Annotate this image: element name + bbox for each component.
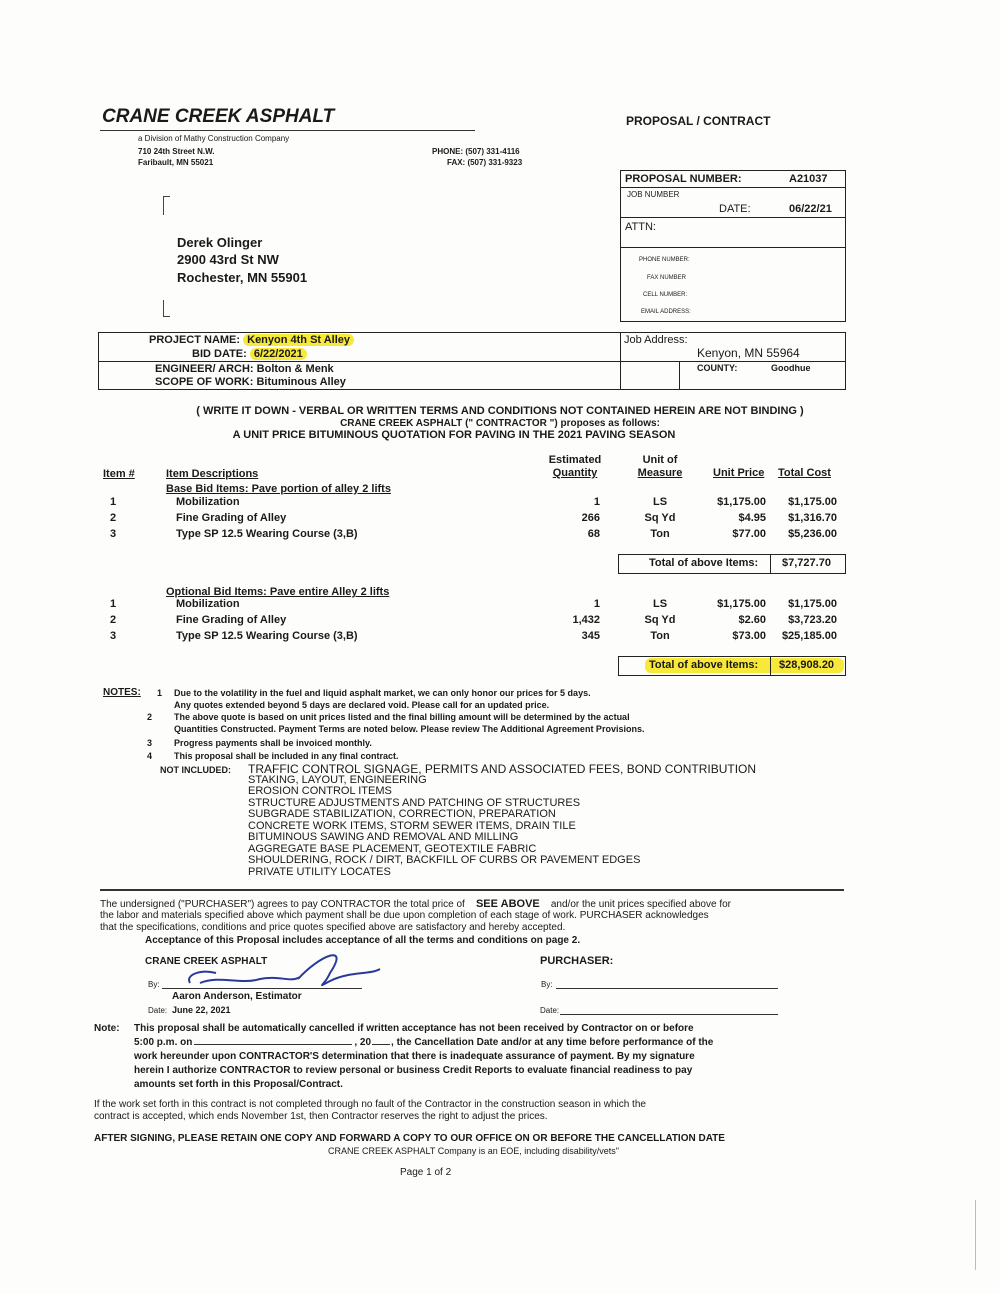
not-included-item: TRAFFIC CONTROL SIGNAGE, PERMITS AND ASSOCIATED FEES, BOND CONTRIBUTION (248, 762, 757, 776)
note-1a: Due to the volatility in the fuel and liquid asphalt market, we can only honor our prices for 5 days. (174, 688, 591, 698)
address-corner-top (163, 196, 170, 215)
bid-date: 6/22/2021 (250, 348, 307, 360)
project-name-label: PROJECT NAME: Kenyon 4th St Alley (149, 334, 354, 346)
fax-label: FAX NUMBER (647, 275, 687, 281)
project-name: Kenyon 4th St Alley (243, 334, 354, 346)
optional-total-label: Total of above Items: (649, 659, 759, 671)
cancel-note-l5: amounts set forth in this Proposal/Contract. (134, 1079, 343, 1090)
contractor-sign-label: CRANE CREEK ASPHALT (145, 956, 268, 967)
season-note-l2: contract is accepted, which ends November 1st, then Contractor reserves the right to adjust the prices. (94, 1111, 548, 1122)
cell-total: $1,316.70 (788, 512, 837, 524)
cell-uom: Sq Yd (644, 614, 676, 626)
agreement-line-2: the labor and materials specified above which payment shall be due upon completion of each stage of work. PURCHASER acknowledges (100, 910, 709, 921)
not-included-label: NOT INCLUDED: (160, 765, 231, 775)
county-label: COUNTY: (697, 363, 738, 373)
note-2a: The above quote is based on unit prices listed and the final billing amount will be determined by the actual (174, 712, 630, 722)
project-box (98, 332, 846, 390)
base-total-box (618, 554, 846, 574)
col-item: Item # (103, 468, 135, 480)
cancel-note-l4: herein I authorize CONTRACTOR to review personal or business Credit Reports to evaluate financial readiness to pay (134, 1065, 693, 1076)
cell-item: 2 (109, 614, 117, 626)
cancel-note-label: Note: (94, 1023, 120, 1034)
proposal-box (620, 170, 846, 322)
cell-item: 1 (109, 598, 117, 610)
job-address: Kenyon, MN 55964 (697, 346, 800, 360)
cell-desc: Type SP 12.5 Wearing Course (3,B) (176, 630, 358, 642)
engineer-line: ENGINEER/ ARCH: Bolton & Menk (155, 363, 334, 375)
col-total-cost: Total Cost (778, 467, 831, 479)
cell-total: $5,236.00 (788, 528, 837, 540)
note-3: Progress payments shall be invoiced monthly. (174, 738, 372, 748)
contractor-signer: Aaron Anderson, Estimator (172, 991, 302, 1002)
cell-qty: 266 (581, 512, 600, 524)
optional-total-box (618, 656, 846, 676)
phone-label: PHONE NUMBER: (639, 257, 690, 263)
not-included-item: BITUMINOUS SAWING AND REMOVAL AND MILLING (248, 831, 519, 843)
col-unit-price: Unit Price (713, 467, 765, 479)
job-address-label: Job Address: (624, 334, 688, 346)
note-4-num: 4 (147, 751, 153, 761)
col-uom-top: Unit of (642, 454, 678, 466)
bid-date-label: BID DATE: 6/22/2021 (192, 348, 307, 360)
cell-qty: 1 (593, 496, 600, 508)
cell-label: CELL NUMBER: (643, 292, 688, 298)
purchaser-date-line[interactable] (560, 1014, 778, 1015)
company-name: CRANE CREEK ASPHALT (102, 106, 335, 127)
cancel-note-l3: work hereunder upon CONTRACTOR'S determination that there is inadequate assurance of payment. By my signature (134, 1051, 695, 1062)
col-qty-top: Estimated (548, 454, 602, 466)
agreement-line-1: The undersigned ("PURCHASER") agrees to pay CONTRACTOR the total price of SEE ABOVE and/or the unit prices specified above for (100, 898, 731, 910)
notes-rule (100, 889, 844, 891)
cell-item: 3 (109, 528, 117, 540)
client-city: Rochester, MN 55901 (177, 270, 308, 285)
scan-edge (975, 1200, 976, 1270)
client-street: 2900 43rd St NW (177, 252, 279, 267)
season-note-l1: If the work set forth in this contract is not completed through no fault of the Contractor in the construction season in which the (94, 1099, 646, 1110)
cell-total: $1,175.00 (788, 598, 837, 610)
note-3-num: 3 (147, 738, 153, 748)
cell-qty: 1,432 (572, 614, 600, 626)
intro-line-1: ( WRITE IT DOWN - VERBAL OR WRITTEN TERMS AND CONDITIONS NOT CONTAINED HEREIN ARE NOT BINDING ) (196, 405, 804, 417)
cell-desc: Mobilization (176, 598, 240, 610)
base-total: $7,727.70 (782, 557, 831, 569)
not-included-item: STAKING, LAYOUT, ENGINEERING (248, 773, 427, 786)
contractor-date: June 22, 2021 (172, 1005, 231, 1015)
company-city: Faribault, MN 55021 (138, 158, 214, 167)
cell-desc: Fine Grading of Alley (176, 614, 287, 626)
company-division: a Division of Mathy Construction Company (138, 134, 290, 143)
cell-total: $3,723.20 (788, 614, 837, 626)
purchaser-label: PURCHASER: (540, 955, 614, 967)
company-fax: FAX: (507) 331-9323 (447, 158, 523, 167)
attn-label: ATTN: (625, 221, 656, 233)
optional-total: $28,908.20 (779, 659, 835, 671)
not-included-item: EROSION CONTROL ITEMS (248, 785, 392, 797)
cell-item: 1 (109, 496, 117, 508)
cell-unit: $2.60 (738, 614, 766, 626)
purchaser-by-label: By: (541, 980, 553, 989)
cell-qty: 68 (587, 528, 600, 540)
not-included-item: PRIVATE UTILITY LOCATES (248, 865, 391, 878)
agreement-line-4: Acceptance of this Proposal includes acceptance of all the terms and conditions on page 2. (145, 935, 581, 946)
agreement-line-3: that the specifications, conditions and price quotes specified above are satisfactory and hereby accepted. (100, 922, 566, 933)
cell-unit: $4.95 (738, 512, 766, 524)
scope-line: SCOPE OF WORK: Bituminous Alley (155, 376, 346, 388)
not-included-item: SUBGRADE STABILIZATION, CORRECTION, PREPARATION (248, 808, 556, 820)
contractor-date-label: Date: (148, 1006, 168, 1015)
cell-uom: Sq Yd (644, 512, 676, 524)
purchaser-sign-line[interactable] (556, 988, 778, 989)
intro-line-2: CRANE CREEK ASPHALT (" CONTRACTOR ") proposes as follows: (340, 418, 660, 429)
col-desc: Item Descriptions (166, 468, 259, 480)
email-label: EMAIL ADDRESS: (641, 309, 691, 315)
proposal-number: A21037 (789, 173, 828, 185)
note-2-num: 2 (147, 712, 153, 722)
note-4: This proposal shall be included in any final contract. (174, 751, 399, 761)
base-total-label: Total of above Items: (649, 557, 759, 569)
not-included-item: SHOULDERING, ROCK / DIRT, BACKFILL OF CURBS OR PAVEMENT EDGES (248, 854, 641, 866)
cell-total: $25,185.00 (781, 630, 837, 642)
note-1-num: 1 (157, 688, 163, 698)
after-signing: AFTER SIGNING, PLEASE RETAIN ONE COPY AND FORWARD A COPY TO OUR OFFICE ON OR BEFORE THE CANCELLATION DATE (94, 1133, 725, 1144)
date-label: DATE: (719, 203, 751, 215)
cell-desc: Mobilization (176, 496, 240, 508)
cell-uom: LS (652, 496, 668, 508)
proposal-number-label: PROPOSAL NUMBER: (625, 173, 742, 185)
cell-uom: Ton (650, 528, 670, 540)
company-street: 710 24th Street N.W. (138, 147, 215, 156)
contractor-by-label: By: (148, 980, 160, 989)
note-2b: Quantities Constructed. Payment Terms are noted below. Please review The Additional Agreement Provisions. (174, 724, 645, 734)
intro-line-3: A UNIT PRICE BITUMINOUS QUOTATION FOR PAVING IN THE 2021 PAVING SEASON (232, 429, 676, 441)
cell-item: 3 (109, 630, 117, 642)
cancel-note-l1: This proposal shall be automatically cancelled if written acceptance has not been received by Contractor on or before (134, 1023, 694, 1034)
notes-label: NOTES: (103, 687, 141, 698)
cell-desc: Type SP 12.5 Wearing Course (3,B) (176, 528, 358, 540)
address-corner-bottom (163, 300, 170, 317)
cell-unit: $77.00 (732, 528, 766, 540)
client-name: Derek Olinger (177, 235, 263, 250)
cell-uom: Ton (650, 630, 670, 642)
cell-total: $1,175.00 (788, 496, 837, 508)
not-included-item: CONCRETE WORK ITEMS, STORM SEWER ITEMS, DRAIN TILE (248, 819, 576, 832)
proposal-date: 06/22/21 (789, 203, 832, 215)
signature-scribble (180, 945, 420, 995)
page-number: Page 1 of 2 (400, 1167, 452, 1178)
base-bid-title: Base Bid Items: Pave portion of alley 2 lifts (166, 483, 391, 495)
optional-bid-title: Optional Bid Items: Pave entire Alley 2 lifts (166, 586, 390, 598)
note-1b: Any quotes extended beyond 5 days are declared void. Please call for an updated price. (174, 700, 550, 710)
cell-uom: LS (652, 598, 668, 610)
company-phone: PHONE: (507) 331-4116 (432, 147, 520, 156)
county: Goodhue (771, 363, 811, 373)
header-rule (100, 130, 475, 131)
doc-title: PROPOSAL / CONTRACT (626, 114, 771, 128)
col-uom-bottom: Measure (637, 467, 683, 479)
cell-unit: $73.00 (732, 630, 766, 642)
cell-unit: $1,175.00 (717, 496, 766, 508)
cancel-note-l2: 5:00 p.m. on , 20 , the Cancellation Date and/or at any time before performance of the (134, 1037, 714, 1048)
cell-desc: Fine Grading of Alley (176, 512, 287, 524)
cell-qty: 1 (593, 598, 600, 610)
eoe-statement: CRANE CREEK ASPHALT Company is an EOE, including disability/vets" (328, 1146, 619, 1156)
cell-unit: $1,175.00 (717, 598, 766, 610)
not-included-item: STRUCTURE ADJUSTMENTS AND PATCHING OF STRUCTURES (248, 796, 581, 809)
purchaser-date-label: Date: (540, 1006, 560, 1015)
job-number-label: JOB NUMBER (627, 190, 680, 199)
not-included-item: AGGREGATE BASE PLACEMENT, GEOTEXTILE FABRIC (248, 842, 537, 855)
col-qty-bottom: Quantity (552, 467, 598, 479)
cell-item: 2 (109, 512, 117, 524)
cell-qty: 345 (581, 630, 600, 642)
